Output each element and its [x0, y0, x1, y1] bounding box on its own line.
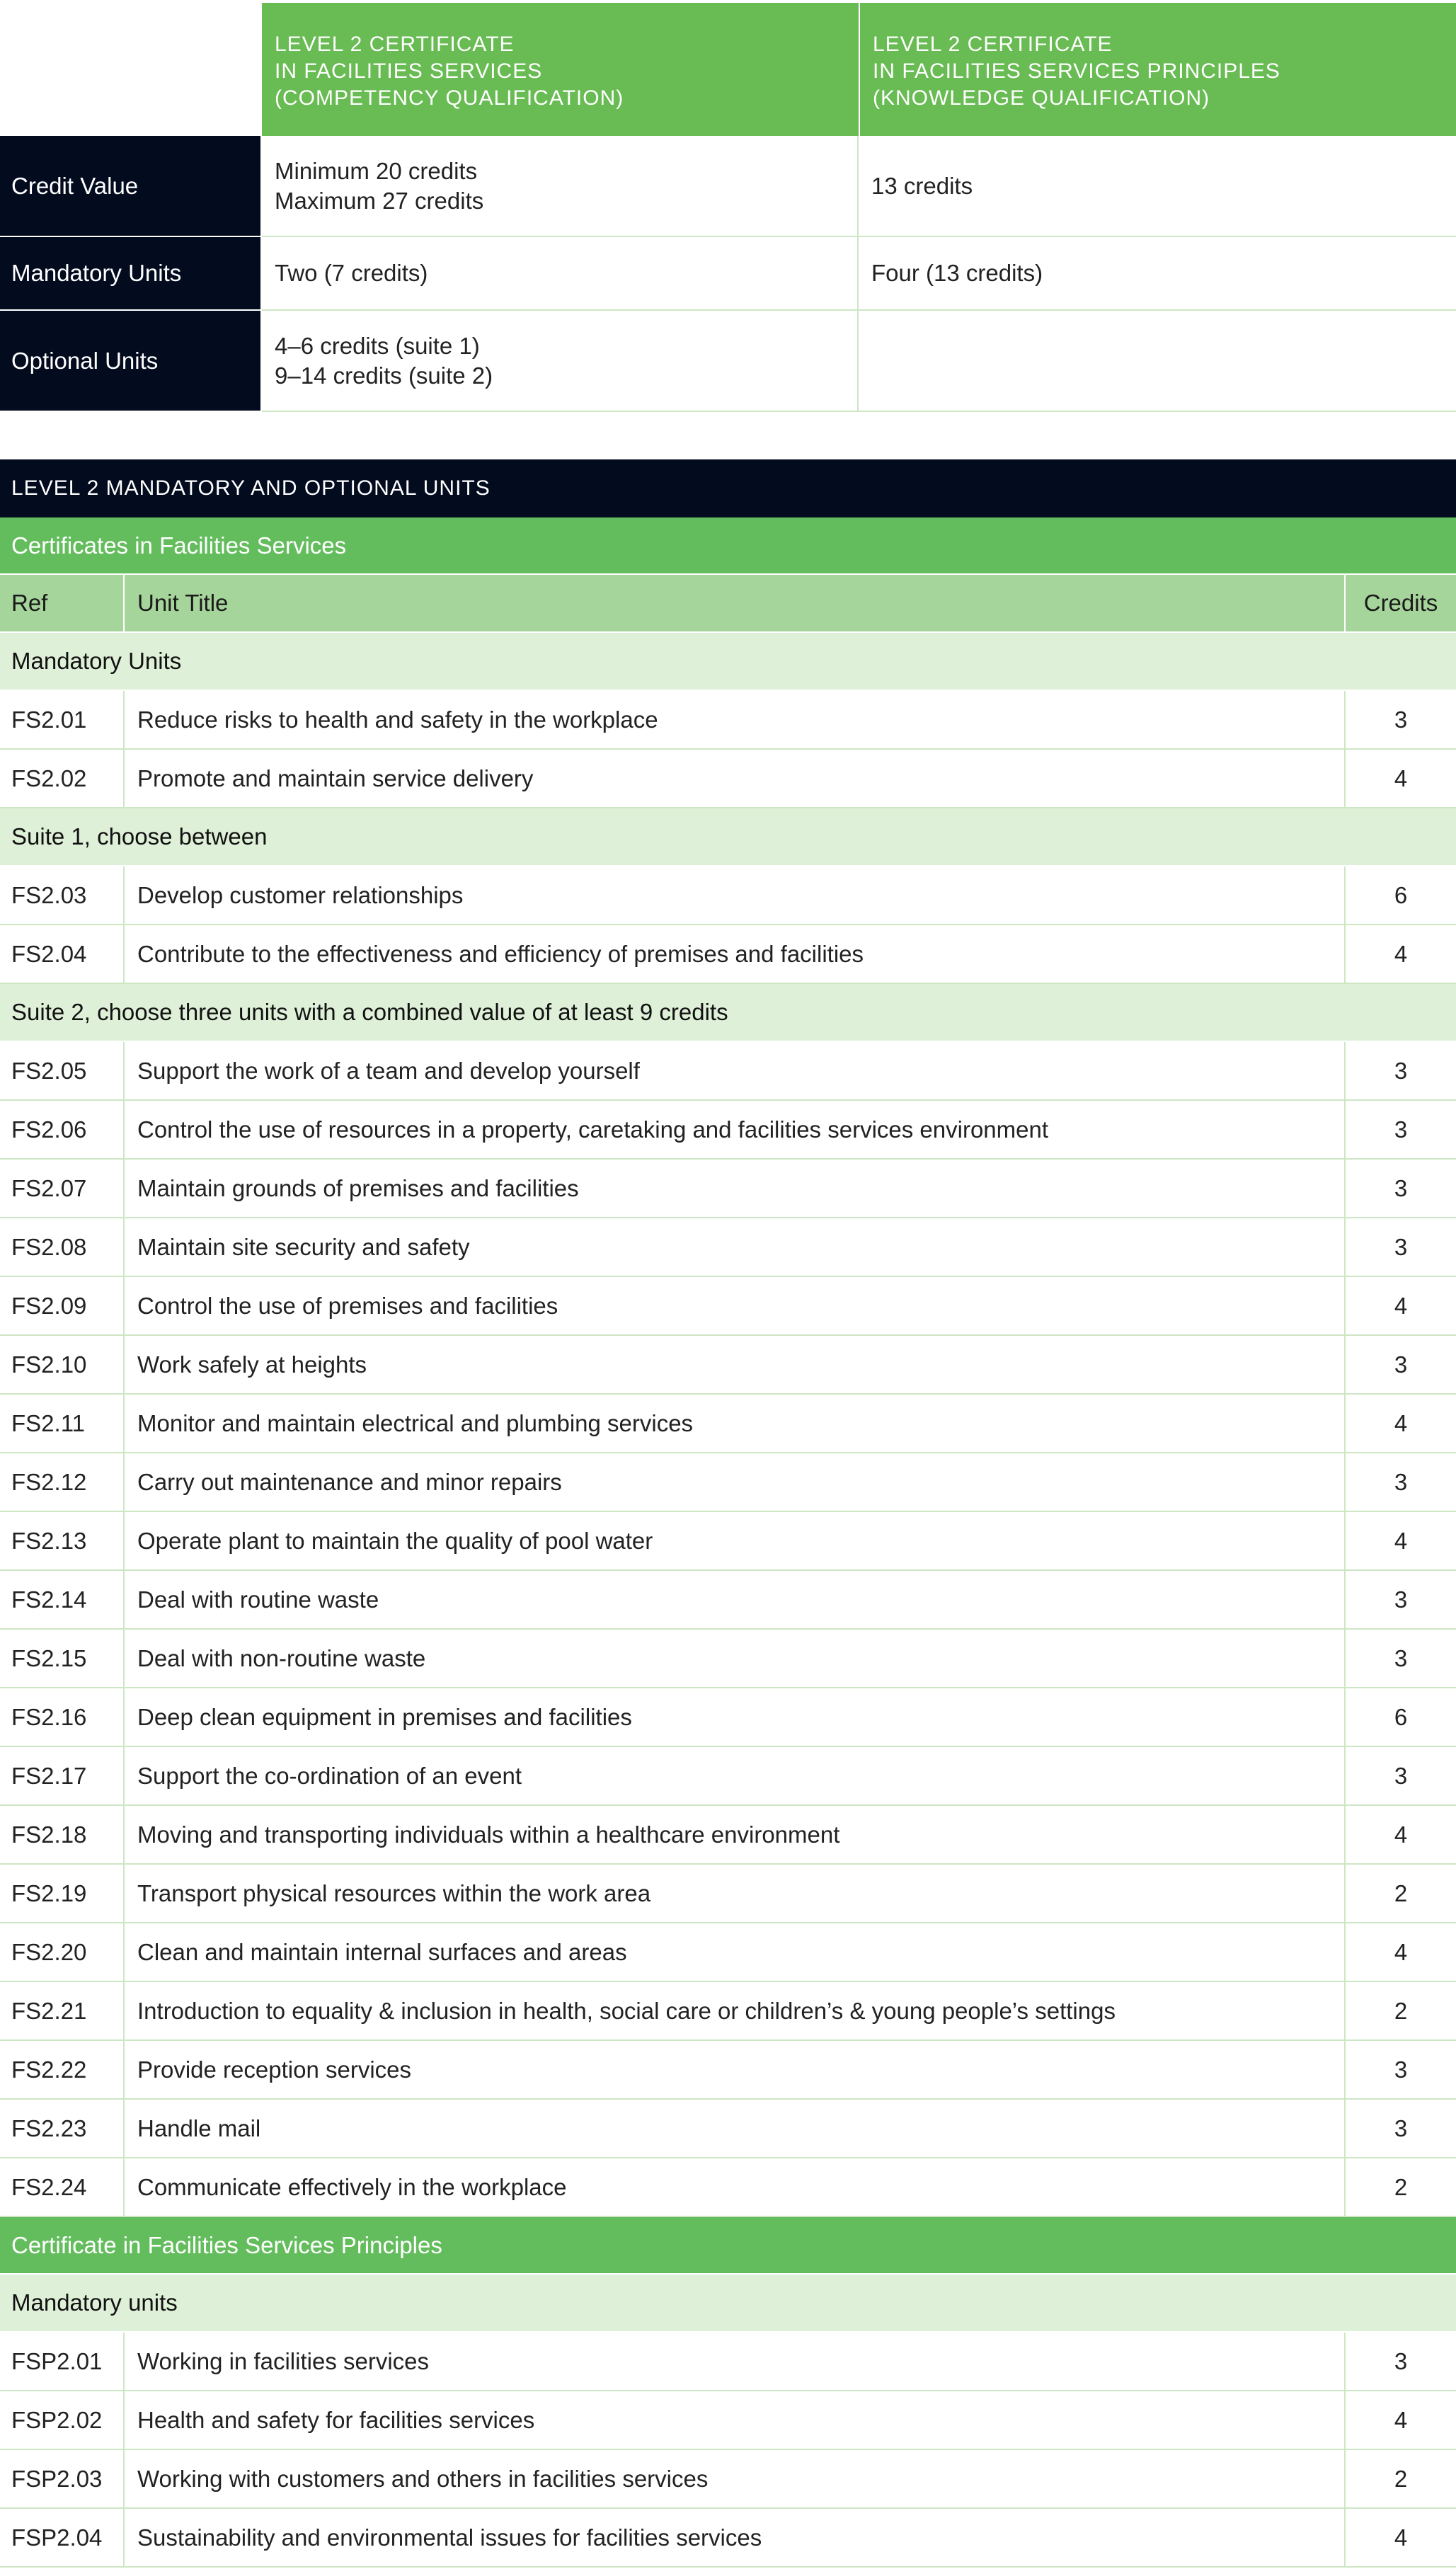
table-row: [0, 691, 1456, 750]
unit-credits: 6: [1394, 1703, 1408, 1730]
unit-ref: FS2.20: [0, 1923, 125, 1981]
unit-title: Clean and maintain internal surfaces and areas: [125, 1923, 1346, 1981]
table-row: [0, 750, 1456, 808]
unit-title: Deal with routine waste: [125, 1571, 1346, 1628]
unit-ref: FS2.11: [0, 1395, 125, 1452]
unit-credits: 4: [1394, 1821, 1408, 1848]
cell-line: Maximum 27 credits: [275, 187, 484, 214]
table-row: [0, 1277, 1456, 1336]
unit-credits: 4: [1394, 765, 1408, 791]
table-row: [0, 1453, 1456, 1512]
unit-ref: FS2.10: [0, 1336, 125, 1393]
group-header: Mandatory Units: [0, 633, 1456, 691]
unit-ref: FS2.09: [0, 1277, 125, 1334]
header-line: LEVEL 2 CERTIFICATE: [873, 33, 1113, 56]
unit-credits: 2: [1394, 2173, 1408, 2200]
table-row: [0, 1336, 1456, 1395]
table-row: [0, 1982, 1456, 2041]
unit-credits: 3: [1394, 2056, 1408, 2083]
cell-line: Two (7 credits): [275, 260, 428, 286]
header-line: IN FACILITIES SERVICES PRINCIPLES: [873, 59, 1280, 83]
unit-title: Carry out maintenance and minor repairs: [125, 1453, 1346, 1511]
cell-line: Four (13 credits): [871, 260, 1043, 286]
summary-row-label: Optional Units: [0, 311, 260, 412]
unit-credits: 2: [1394, 1879, 1408, 1906]
units-table-title: LEVEL 2 MANDATORY AND OPTIONAL UNITS: [0, 459, 1456, 517]
group-header: Mandatory units: [0, 2275, 1456, 2333]
unit-credits: 4: [1394, 940, 1408, 967]
unit-credits: 3: [1394, 706, 1408, 733]
cell-line: 13 credits: [871, 172, 973, 199]
unit-title: Control the use of premises and facilities: [125, 1277, 1346, 1334]
unit-credits: 4: [1394, 2524, 1408, 2551]
unit-title: Deep clean equipment in premises and facilities: [125, 1688, 1346, 1746]
table-row: [0, 1865, 1456, 1923]
table-row: [0, 866, 1456, 925]
unit-ref: FS2.19: [0, 1865, 125, 1922]
unit-credits: 3: [1394, 1586, 1408, 1613]
summary-row-optional-units: [0, 311, 1456, 412]
summary-cell-knowledge-empty: [859, 311, 1456, 412]
unit-ref: FS2.23: [0, 2100, 125, 2157]
unit-title: Reduce risks to health and safety in the workplace: [125, 691, 1346, 748]
header-line: IN FACILITIES SERVICES: [275, 59, 543, 83]
table-row: [0, 1688, 1456, 1747]
unit-credits: 3: [1394, 1057, 1408, 1084]
unit-ref: FS2.22: [0, 2041, 125, 2098]
unit-title: Moving and transporting individuals within a healthcare environment: [125, 1806, 1346, 1863]
unit-credits: 3: [1394, 1116, 1408, 1143]
unit-title: Working with customers and others in facilities services: [125, 2450, 1346, 2507]
unit-credits: 4: [1394, 1409, 1408, 1436]
unit-credits: 4: [1394, 1292, 1408, 1319]
unit-title: Introduction to equality & inclusion in health, social care or children’s & young people’s settings: [125, 1982, 1346, 2039]
unit-ref: FSP2.02: [0, 2391, 125, 2449]
unit-title: Handle mail: [125, 2100, 1346, 2157]
summary-row-label: Credit Value: [0, 136, 260, 237]
unit-credits: 2: [1394, 2465, 1408, 2492]
unit-ref: FS2.18: [0, 1806, 125, 1863]
summary-cell-competency: [262, 136, 859, 237]
unit-ref: FS2.03: [0, 866, 125, 924]
unit-title: Monitor and maintain electrical and plumbing services: [125, 1395, 1346, 1452]
table-row: [0, 2509, 1456, 2568]
unit-ref: FS2.24: [0, 2158, 125, 2216]
table-row: [0, 925, 1456, 984]
table-row: [0, 1395, 1456, 1453]
unit-ref: FS2.13: [0, 1512, 125, 1569]
unit-ref: FSP2.03: [0, 2450, 125, 2507]
table-row: [0, 1218, 1456, 1277]
summary-header-competency: [262, 3, 859, 136]
unit-title: Control the use of resources in a property, caretaking and facilities services environment: [125, 1101, 1346, 1158]
cell-line: Minimum 20 credits: [275, 157, 478, 184]
table-row: [0, 2333, 1456, 2391]
unit-title: Transport physical resources within the work area: [125, 1865, 1346, 1922]
table-row: [0, 2450, 1456, 2509]
unit-credits: 4: [1394, 1527, 1408, 1554]
table-row: [0, 1101, 1456, 1160]
unit-title: Operate plant to maintain the quality of pool water: [125, 1512, 1346, 1569]
unit-ref: FS2.01: [0, 691, 125, 748]
unit-title: Deal with non-routine waste: [125, 1630, 1346, 1687]
table-row: [0, 1923, 1456, 1982]
table-row: [0, 1747, 1456, 1806]
unit-ref: FS2.06: [0, 1101, 125, 1158]
unit-title: Provide reception services: [125, 2041, 1346, 2098]
summary-cell-competency: [262, 311, 859, 412]
qualification-summary-table: [0, 3, 1456, 412]
unit-title: Communicate effectively in the workplace: [125, 2158, 1346, 2216]
summary-row-mandatory-units: [0, 237, 1456, 311]
unit-title: Maintain grounds of premises and facilities: [125, 1160, 1346, 1217]
summary-row-label: Mandatory Units: [0, 237, 260, 311]
group-header: Suite 1, choose between: [0, 808, 1456, 866]
unit-credits: 3: [1394, 2347, 1408, 2374]
table-row: [0, 1512, 1456, 1571]
cell-line: 4–6 credits (suite 1): [275, 332, 480, 359]
unit-ref: FS2.16: [0, 1688, 125, 1746]
unit-credits: 4: [1394, 2406, 1408, 2433]
units-table: [0, 459, 1456, 2568]
summary-header-knowledge: [860, 3, 1456, 136]
header-line: (KNOWLEDGE QUALIFICATION): [873, 86, 1210, 110]
unit-title: Sustainability and environmental issues for facilities services: [125, 2509, 1346, 2566]
table-row: [0, 1571, 1456, 1630]
unit-ref: FS2.07: [0, 1160, 125, 1217]
unit-title: Support the work of a team and develop yourself: [125, 1042, 1346, 1099]
table-row: [0, 1806, 1456, 1865]
table-row: [0, 1630, 1456, 1688]
header-line: (COMPETENCY QUALIFICATION): [275, 86, 624, 110]
table-row: [0, 2100, 1456, 2158]
table-row: [0, 1160, 1456, 1218]
summary-header-row: [0, 3, 1456, 136]
unit-title: Contribute to the effectiveness and efficiency of premises and facilities: [125, 925, 1346, 983]
table-row: [0, 2391, 1456, 2450]
table-row: [0, 2158, 1456, 2217]
unit-ref: FS2.08: [0, 1218, 125, 1276]
unit-credits: 3: [1394, 1468, 1408, 1495]
table-row: [0, 1042, 1456, 1101]
unit-title: Maintain site security and safety: [125, 1218, 1346, 1276]
unit-title: Health and safety for facilities services: [125, 2391, 1346, 2449]
unit-ref: FS2.14: [0, 1571, 125, 1628]
unit-ref: FS2.17: [0, 1747, 125, 1804]
column-header-ref: Ref: [0, 575, 125, 631]
summary-cell-knowledge: [859, 136, 1456, 237]
group-header: Suite 2, choose three units with a combined value of at least 9 credits: [0, 984, 1456, 1042]
unit-credits: 3: [1394, 1644, 1408, 1671]
unit-ref: FS2.15: [0, 1630, 125, 1687]
unit-title: Develop customer relationships: [125, 866, 1346, 924]
column-header-credits: Credits: [1363, 590, 1438, 616]
unit-ref: FS2.02: [0, 750, 125, 807]
unit-credits: 2: [1394, 1997, 1408, 2024]
header-line: LEVEL 2 CERTIFICATE: [275, 33, 515, 56]
unit-credits: 3: [1394, 2115, 1408, 2141]
units-table-body: [0, 517, 1456, 2568]
summary-row-credit-value: [0, 136, 1456, 237]
unit-credits: 3: [1394, 1762, 1408, 1789]
unit-title: Promote and maintain service delivery: [125, 750, 1346, 807]
unit-title: Support the co-ordination of an event: [125, 1747, 1346, 1804]
unit-credits: 4: [1394, 1938, 1408, 1965]
summary-cell-competency: [262, 237, 859, 311]
unit-credits: 3: [1394, 1174, 1408, 1201]
unit-ref: FS2.21: [0, 1982, 125, 2039]
unit-credits: 3: [1394, 1233, 1408, 1260]
unit-credits: 3: [1394, 1351, 1408, 1378]
section-header: Certificates in Facilities Services: [0, 517, 1456, 575]
table-row: [0, 2041, 1456, 2100]
summary-cell-knowledge: [859, 237, 1456, 311]
unit-ref: FS2.05: [0, 1042, 125, 1099]
unit-credits: 6: [1394, 881, 1408, 908]
column-header-unit-title: Unit Title: [125, 575, 1346, 631]
unit-ref: FSP2.01: [0, 2333, 125, 2390]
unit-ref: FS2.12: [0, 1453, 125, 1511]
unit-title: Work safely at heights: [125, 1336, 1346, 1393]
unit-ref: FSP2.04: [0, 2509, 125, 2566]
summary-corner-cell: [0, 3, 260, 136]
unit-ref: FS2.04: [0, 925, 125, 983]
unit-title: Working in facilities services: [125, 2333, 1346, 2390]
cell-line: 9–14 credits (suite 2): [275, 362, 493, 389]
section-header: Certificate in Facilities Services Principles: [0, 2217, 1456, 2275]
column-header-row: [0, 575, 1456, 633]
